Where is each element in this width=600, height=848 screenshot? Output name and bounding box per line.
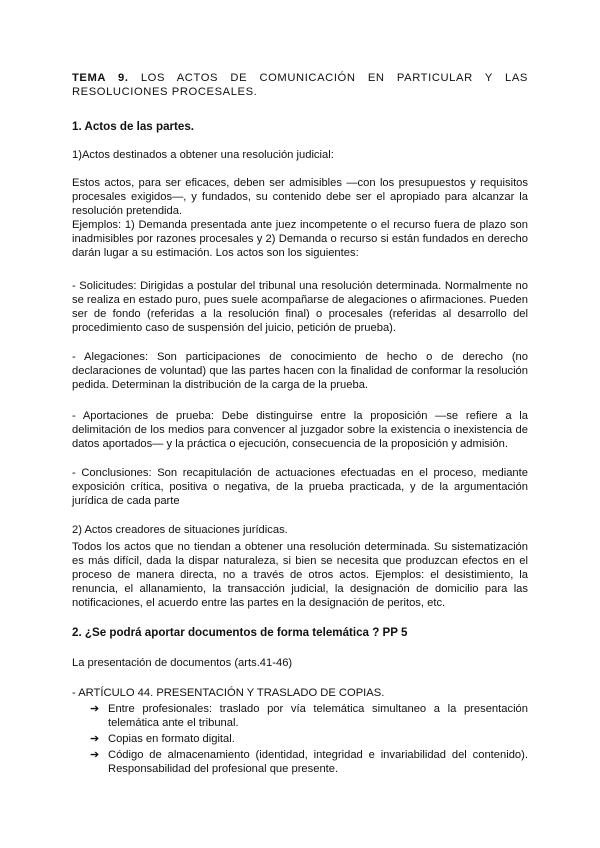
page-title xyxy=(72,71,528,99)
item-alegaciones: - Alegaciones: Son participaciones de conocimiento de hecho o de derecho (no declaraciones de voluntad) que las partes hacen con la finalidad de conformar la resolución pedida. Determinan la distribución de la carga de la prueba. xyxy=(72,351,528,391)
item-conclusiones: - Conclusiones: Son recapitulación de actuaciones efectuadas en el proceso, mediante exposición crítica, positiva o negativa, de la prueba practicada, y de la argumentación jurídica de cada parte xyxy=(72,467,528,507)
paragraph-ejemplos: Ejemplos: 1) Demanda presentada ante juez incompetente o el recurso fuera de plazo son inadmisibles por razones procesales y 2) Demanda o recurso si están fundados en derecho darán lugar a su estimación. Los actos son los siguientes: xyxy=(72,219,528,259)
list-item-text: Copias en formato digital. xyxy=(108,733,235,745)
list-item-text: Código de almacenamiento (identidad, integridad e invariabilidad del contenido). Responsabilidad del profesional que presente. xyxy=(108,749,528,775)
arrow-icon: ➔ xyxy=(90,703,100,715)
section-heading-telematica: 2. ¿Se podrá aportar documentos de forma telemática ? PP 5 xyxy=(72,626,408,639)
list-item xyxy=(90,748,528,776)
title-label: TEMA 9. xyxy=(72,72,129,84)
section-heading-actos: 1. Actos de las partes. xyxy=(72,120,195,133)
list-item xyxy=(90,732,528,746)
arrow-icon: ➔ xyxy=(90,749,100,761)
item-solicitudes: - Solicitudes: Dirigidas a postular del tribunal una resolución determinada. Normalmente no se realiza en estado puro, pues suele acompañarse de alegaciones o afirmaciones. Pueden ser de fondo (referidas a la resolución final) o procesales (referidas al desarrollo del procedimiento caso de suspensión del juicio, petición de prueba). xyxy=(72,280,528,334)
paragraph-creadores: Todos los actos que no tiendan a obtener una resolución determinada. Su sistematización es más difícil, dada la dispar naturaleza, si bien se necesita que produzcan efectos en el proceso de manera directa, no a través de otros actos. Ejemplos: el desistimiento, la renuncia, el allanamiento, la transacción judicial, la designación de domicilio para las notificaciones, el acuerdo entre las partes en la designación de peritos, etc. xyxy=(72,541,528,609)
arrow-icon: ➔ xyxy=(90,733,100,745)
paragraph-eficaces: Estos actos, para ser eficaces, deben ser admisibles —con los presupuestos y requisitos procesales exigidos—, y fundados, su contenido debe ser el apropiado para alcanzar la resolución pretendida. xyxy=(72,177,528,217)
list-item xyxy=(90,702,528,730)
article-44-heading: - ARTÍCULO 44. PRESENTACIÓN Y TRASLADO DE COPIAS. xyxy=(72,687,385,699)
title-text: LOS ACTOS DE COMUNICACIÓN EN PARTICULAR Y LAS RESOLUCIONES PROCESALES. xyxy=(72,72,528,98)
subheading-actos-destinados: 1)Actos destinados a obtener una resolución judicial: xyxy=(72,149,334,161)
item-aportaciones: - Aportaciones de prueba: Debe distinguirse entre la proposición —se refiere a la delimitación de los medios para convencer al juzgador sobre la existencia o inexistencia de datos aportados— y la práctica o ejecución, consecuencia de la proposición y admisión. xyxy=(72,410,528,450)
subheading-actos-creadores: 2) Actos creadores de situaciones jurídicas. xyxy=(72,524,288,536)
paragraph-presentacion: La presentación de documentos (arts.41-46) xyxy=(72,657,293,669)
list-item-text: Entre profesionales: traslado por vía telemática simultaneo a la presentación telemática ante el tribunal. xyxy=(108,703,528,729)
